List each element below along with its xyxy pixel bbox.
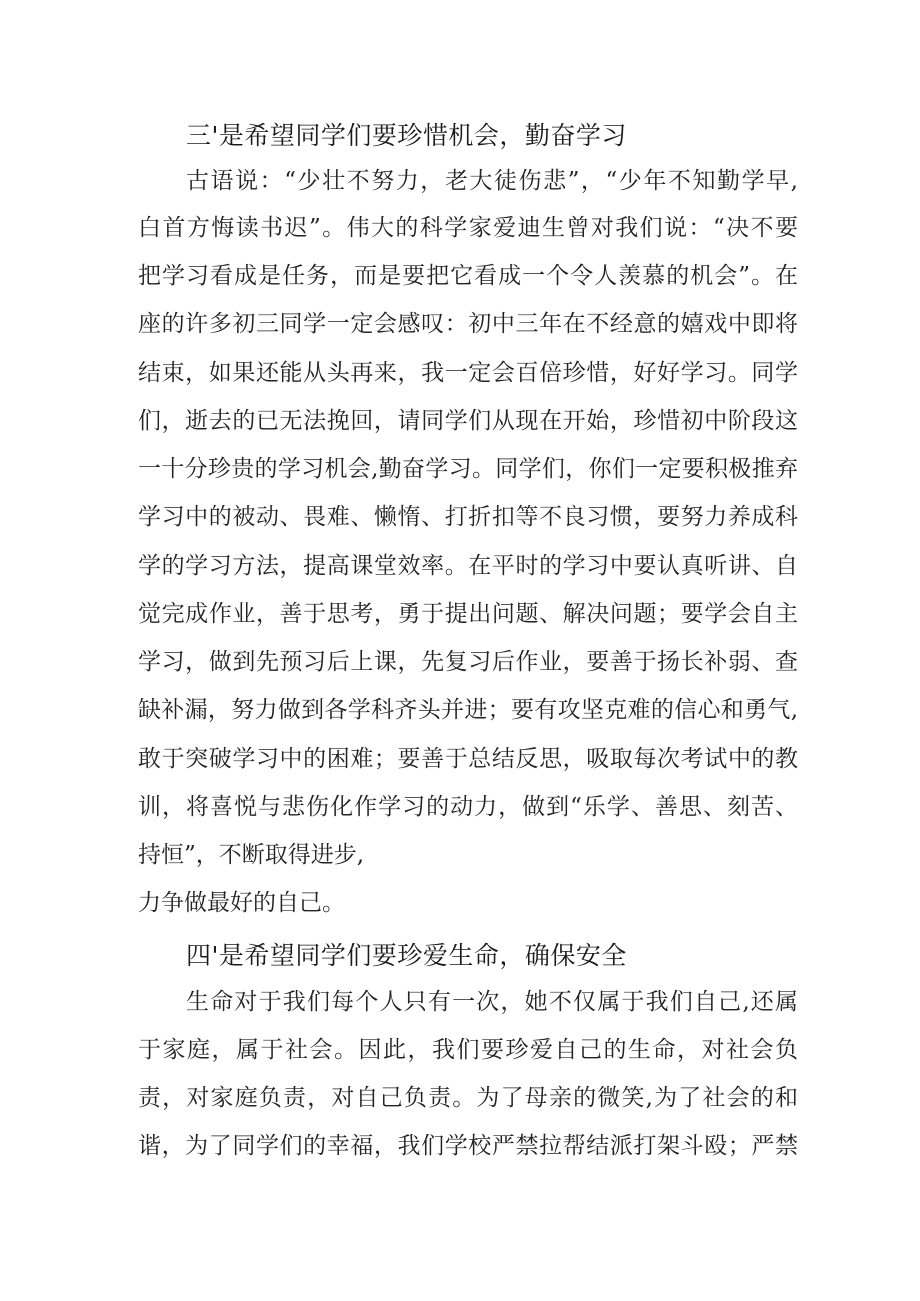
section-three-heading: 三'是希望同学们要珍惜机会，勤奋学习	[186, 121, 627, 150]
paragraph-line: 座的许多初三同学一定会感叹：初中三年在不经意的嬉戏中即将	[138, 311, 798, 337]
paragraph-line: 持恒”，不断取得进步,	[138, 842, 365, 868]
paragraph-line: 敢于突破学习中的困难；要善于总结反思，吸取每次考试中的教	[138, 746, 798, 772]
paragraph-line: 白首方悔读书迟”。伟大的科学家爱迪生曾对我们说：“决不要	[138, 215, 798, 241]
paragraph-line: 学习中的被动、畏难、懒惰、打折扣等不良习惯，要努力养成科	[138, 504, 798, 530]
paragraph-line: 把学习看成是任务，而是要把它看成一个令人羡慕的机会”。在	[138, 263, 798, 289]
paragraph-line: 于家庭，属于社会。因此，我们要珍爱自己的生命，对社会负	[138, 1037, 798, 1063]
paragraph-line: 古语说：“少壮不努力，老大徒伤悲”，“少年不知勤学早,	[186, 168, 798, 194]
paragraph-line: 训，将喜悦与悲伤化作学习的动力，做到“乐学、善思、刻苦、	[138, 794, 798, 820]
paragraph-line: 学习，做到先预习后上课，先复习后作业，要善于扬长补弱、查	[138, 649, 798, 675]
paragraph-line: 一十分珍贵的学习机会,勤奋学习。同学们，你们一定要积极推弃	[138, 456, 798, 482]
paragraph-line: 力争做最好的自己。	[138, 890, 345, 916]
section-four-heading: 四'是希望同学们要珍爱生命，确保安全	[186, 941, 627, 970]
paragraph-line: 责，对家庭负责，对自己负责。为了母亲的微笑,为了社会的和	[138, 1085, 798, 1111]
paragraph-line: 缺补漏，努力做到各学科齐头并进；要有攻坚克难的信心和勇气,	[138, 697, 798, 723]
paragraph-line: 谐，为了同学们的幸福，我们学校严禁拉帮结派打架斗殴；严禁	[138, 1133, 798, 1159]
paragraph-line: 觉完成作业，善于思考，勇于提出问题、解决问题；要学会自主	[138, 601, 798, 627]
paragraph-line: 们，逝去的已无法挽回，请同学们从现在开始，珍惜初中阶段这	[138, 408, 798, 434]
paragraph-line: 学的学习方法，提高课堂效率。在平时的学习中要认真听讲、自	[138, 553, 798, 579]
paragraph-line: 生命对于我们每个人只有一次，她不仅属于我们自己,还属	[186, 989, 798, 1015]
paragraph-line: 结束，如果还能从头再来，我一定会百倍珍惜，好好学习。同学	[138, 360, 798, 386]
